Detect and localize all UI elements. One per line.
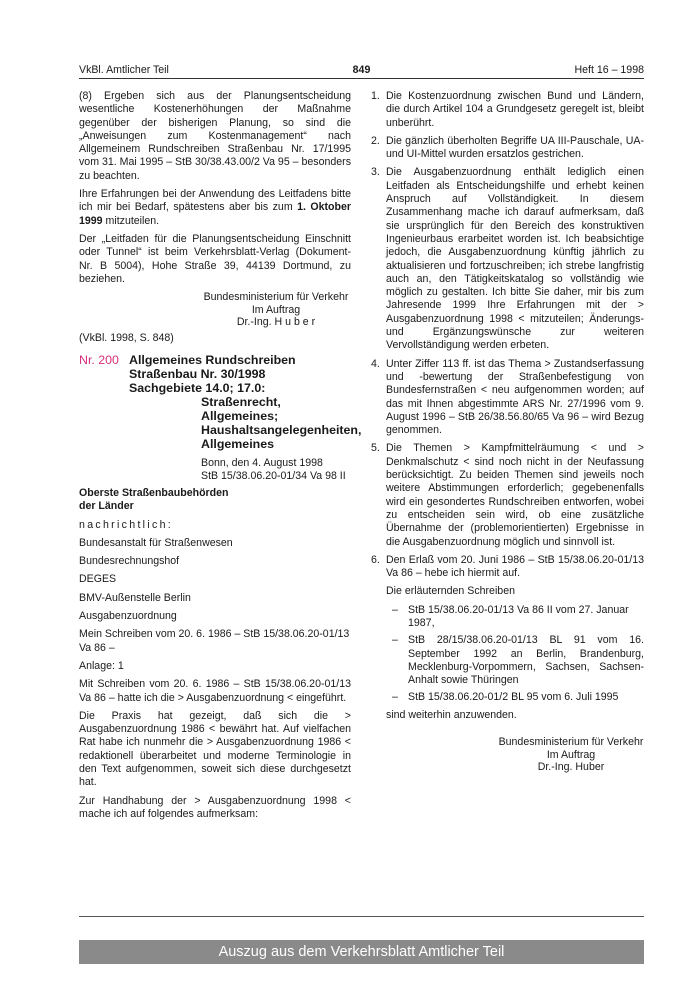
page-number: 849 — [352, 64, 371, 76]
signature-auftrag: Im Auftrag — [251, 303, 301, 316]
list-item: 6. Den Erlaß vom 20. Juni 1986 – StB 15/38.06.20-01/13 Va 86 – hebe ich hiermit auf. — [371, 553, 644, 580]
paragraph-erfahrungen: Ihre Erfahrungen bei der Anwendung des Leitfadens bitte ich mir bei Bedarf, spätestens aber bis zum 1. Oktober 1999 mitzuteilen. — [79, 188, 351, 227]
circular-sachgebiete: Sachgebiete 14.0; 17.0: — [129, 380, 266, 395]
signature-block — [201, 291, 351, 329]
circular-title: Allgemeines Rundschreiben Straßenbau Nr. 30/1998 — [129, 352, 296, 381]
circular-date: Bonn, den 4. August 1998 — [201, 456, 323, 469]
paragraph-schreiben: Mit Schreiben vom 20. 6. 1986 – StB 15/38.06.20-01/13 Va 86 – hatte ich die > Ausgabenzuordnung < eingeführt. — [79, 678, 351, 704]
circular-subtitle: Straßenrecht, Allgemeines; Haushaltsangelegenheiten, Allgemeines — [201, 394, 362, 451]
subject-line: Ausgabenzuordnung — [79, 610, 177, 623]
list-item: 1. Die Kostenzuordnung zwischen Bund und Ländern, die durch Artikel 104 a Grundgesetz geregelt ist, bleibt unberührt. — [371, 90, 644, 129]
signature-name: Dr.-Ing. Huber — [537, 761, 605, 774]
dash-item: – StB 28/15/38.06.20-01/13 BL 91 vom 16. September 1992 an Berlin, Brandenburg, Mecklenburg-Vorpommern, Sachsen, Sachsen-Anhalt sowie Thüringen — [392, 634, 644, 687]
dash-item: – StB 15/38.06.20-01/2 BL 95 vom 6. Juli 1995 — [392, 691, 619, 704]
signature-ministry: Bundesministerium für Verkehr — [203, 291, 349, 304]
list-item: 2. Die gänzlich überholten Begriffe UA III-Pauschale, UA- und UI-Mittel wurden ersatzlos gestrichen. — [371, 134, 644, 161]
anlage: Anlage: 1 — [79, 659, 124, 672]
dash-item: – StB 15/38.06.20-01/13 Va 86 II vom 27. Januar 1987, — [392, 603, 629, 629]
circular-heading — [79, 352, 362, 483]
nachrichtlich-label: nachrichtlich: — [79, 518, 174, 531]
journal-name: VkBl. Amtlicher Teil — [79, 64, 169, 76]
running-header — [79, 62, 644, 79]
source-reference: (VkBl. 1998, S. 848) — [79, 331, 174, 344]
list-item: 5. Die Themen > Kampfmittelräumung < und > Denkmalschutz < sind noch nicht in der Neufassung berücksichtigt. Zu beiden Themen sind jeweils noch weitere Abstimmungen erforderlich; gegebenenfalls wird ein gesondertes Rundschreiben entworfen, wobei zu entscheiden sein wird, ob eine zusätzliche Übernahme der (problemorientierten) Ergebnisse in die Ausgabenzuordnung möglich und sinnvoll ist. — [371, 442, 644, 548]
recipient: DEGES — [79, 573, 117, 586]
footer-divider — [79, 916, 644, 917]
signature-block-right — [481, 736, 661, 774]
list-item: 3. Die Ausgabenzuordnung enthält lediglich einen Leitfaden als Entscheidungshilfe und erhebt keinen Anspruch auf Vollständigkeit. In diesem Zusammenhang mache ich darauf aufmerksam, daß sie ursprünglich für den Bereich des konstruktiven Ingenieurbaus erarbeitet worden ist. Ich beabsichtige jedoch, die Ausgabenzuordnung künftig jährlich zu aktualisieren und fortzuschreiben; ich strebe langfristig auch an, den Tätigkeitskatalog so vollständig wie möglich zu gestalten. Ich bitte Sie daher, mir bis zum Jahresende 1999 Ihre Erfahrungen mit der > Ausgabenzuordnung 1998 < mitzuteilen; Änderungs- und Ergänzungswünsche zur weiteren Vervollständigung werden erbeten. — [371, 166, 644, 352]
paragraph-8: (8) Ergeben sich aus der Planungsentscheidung wesentliche Kostenerhöhungen der Maßnahme gegenüber der bisherigen Planung, so sind die „Anweisungen zum Kostenmanagement“ nach Allgemeinem Rundschreiben Straßenbau Nr. 17/1995 vom 31. Mai 1995 – StB 30/38.43.00/2 Va 95 – besonders zu beachten. — [79, 90, 351, 182]
deadline-date: 1. Oktober 1999 — [79, 201, 351, 227]
circular-number: Nr. 200 — [79, 352, 119, 367]
addressee: Oberste Straßenbaubehörden der Länder — [79, 486, 229, 513]
paragraph-praxis: Die Praxis hat gezeigt, daß sich die > Ausgabenzuordnung 1986 < bewährt hat. Auf vielfachen Rat habe ich nunmehr die > Ausgabenzuordnung 1986 < redaktionell überarbeitet und moderne Terminologie in den Text aufgenommen, soweit sich diese durchgesetzt hat. — [79, 709, 351, 789]
bezug-schreiben: Mein Schreiben vom 20. 6. 1986 – StB 15/38.06.20-01/13 Va 86 – — [79, 628, 350, 654]
numbered-list — [371, 90, 644, 580]
weiterhin-text: sind weiterhin anzuwenden. — [386, 708, 517, 721]
recipient: Bundesrechnungshof — [79, 555, 180, 568]
signature-auftrag: Im Auftrag — [546, 748, 596, 761]
issue-number: Heft 16 – 1998 — [574, 64, 644, 76]
right-column — [371, 90, 644, 774]
paragraph-handhabung: Zur Handhabung der > Ausgabenzuordnung 1998 < mache ich auf folgendes aufmerksam: — [79, 794, 351, 820]
paragraph-leitfaden: Der „Leitfaden für die Planungsentscheidung Einschnitt oder Tunnel“ ist beim Verkehrsblatt-Verlag (Dokument- Nr. B 5004), Hohe Straße 39, 44139 Dortmund, zu beziehen. — [79, 232, 351, 285]
erlaeuternde-schreiben-label: Die erläuternden Schreiben — [386, 585, 515, 598]
footer-banner: Auszug aus dem Verkehrsblatt Amtlicher Teil — [79, 940, 644, 964]
circular-aktenzeichen: StB 15/38.06.20-01/34 Va 98 II — [201, 469, 346, 482]
recipient: BMV-Außenstelle Berlin — [79, 591, 191, 604]
signature-ministry: Bundesministerium für Verkehr — [498, 736, 644, 749]
signature-name: Dr.-Ing. H u b e r — [236, 316, 316, 329]
recipient: Bundesanstalt für Straßenwesen — [79, 536, 233, 549]
left-column — [79, 90, 362, 826]
list-item: 4. Unter Ziffer 113 ff. ist das Thema > Zustandserfassung und -bewertung der Straßenbefestigung von Bundesfernstraßen < neu aufgenommen worden; auf das mit Ihnen abgestimmte ARS Nr. 27/1996 vom 9. August 1996 – StB 26/38.56.80/65 Va 96 – wird Bezug genommen. — [371, 357, 644, 437]
